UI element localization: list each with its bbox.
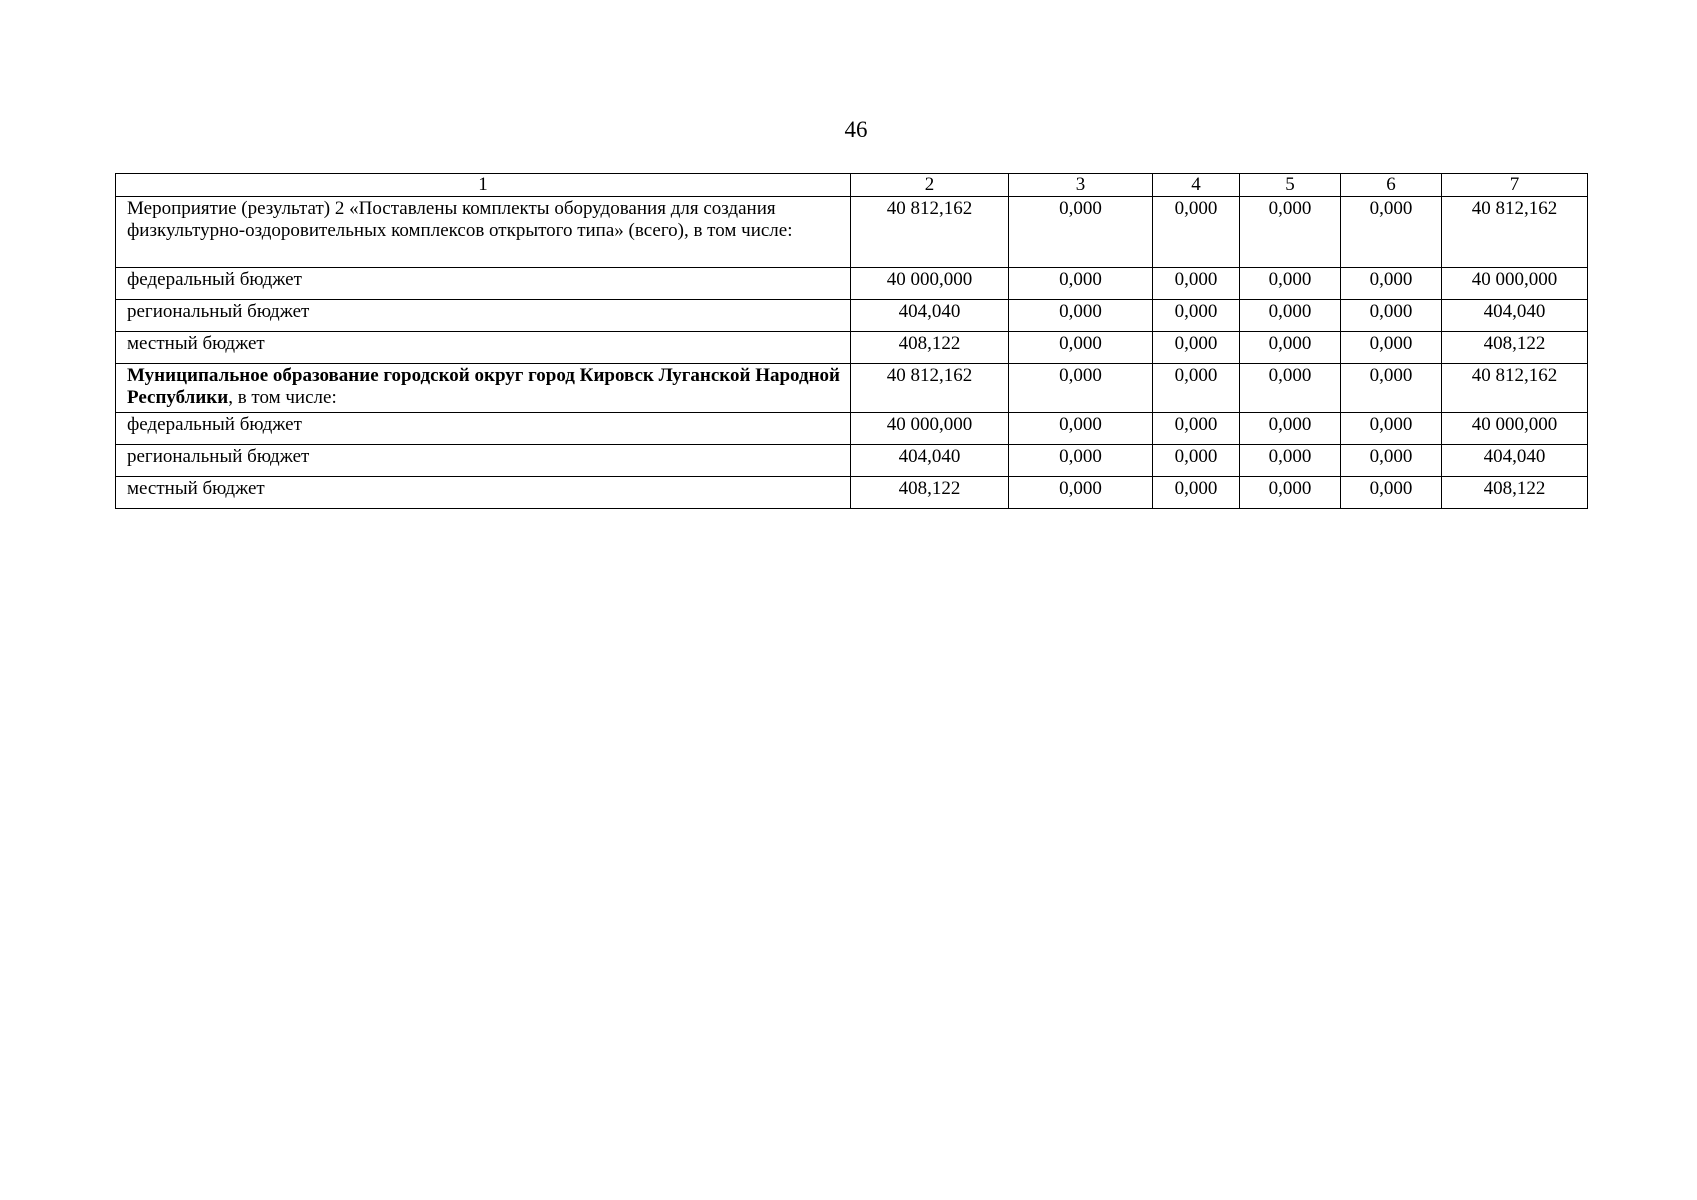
value-cell: 0,000 (1341, 364, 1442, 413)
value-cell: 0,000 (1341, 300, 1442, 332)
column-number-header: 1 (116, 174, 851, 197)
value-cell: 0,000 (1009, 197, 1153, 268)
value-cell: 0,000 (1341, 477, 1442, 509)
table-row (116, 197, 1588, 268)
table-row (116, 364, 1588, 413)
value-cell: 0,000 (1153, 332, 1240, 364)
value-cell: 0,000 (1009, 364, 1153, 413)
row-name-text: , в том числе: (228, 387, 337, 408)
column-number-header: 7 (1442, 174, 1588, 197)
column-number-header: 5 (1240, 174, 1341, 197)
row-name-text: Мероприятие (результат) 2 «Поставлены комплекты оборудования для создания физкультурно-оздоровительных комплексов открытого типа» (всего), в том числе: (127, 198, 793, 241)
value-cell: 0,000 (1009, 300, 1153, 332)
value-cell: 0,000 (1153, 477, 1240, 509)
value-cell: 0,000 (1341, 197, 1442, 268)
value-cell: 0,000 (1153, 364, 1240, 413)
value-cell: 40 000,000 (1442, 413, 1588, 445)
value-cell: 0,000 (1240, 300, 1341, 332)
table-row (116, 413, 1588, 445)
column-number-header: 4 (1153, 174, 1240, 197)
table-row (116, 477, 1588, 509)
value-cell: 40 000,000 (851, 413, 1009, 445)
row-name-text: местный бюджет (127, 333, 265, 354)
row-name-cell (116, 413, 851, 445)
value-cell: 408,122 (1442, 332, 1588, 364)
row-name-cell (116, 477, 851, 509)
column-number-header: 6 (1341, 174, 1442, 197)
value-cell: 40 812,162 (1442, 364, 1588, 413)
value-cell: 404,040 (1442, 300, 1588, 332)
row-name-cell (116, 300, 851, 332)
value-cell: 0,000 (1240, 332, 1341, 364)
value-cell: 408,122 (851, 332, 1009, 364)
value-cell: 40 000,000 (1442, 268, 1588, 300)
value-cell: 0,000 (1009, 445, 1153, 477)
value-cell: 408,122 (1442, 477, 1588, 509)
value-cell: 0,000 (1341, 413, 1442, 445)
value-cell: 0,000 (1240, 197, 1341, 268)
value-cell: 0,000 (1153, 268, 1240, 300)
value-cell: 40 812,162 (1442, 197, 1588, 268)
value-cell: 0,000 (1240, 477, 1341, 509)
value-cell: 0,000 (1240, 364, 1341, 413)
row-name-text: местный бюджет (127, 478, 265, 499)
row-name-cell (116, 364, 851, 413)
value-cell: 404,040 (851, 445, 1009, 477)
value-cell: 40 812,162 (851, 197, 1009, 268)
row-name-text: федеральный бюджет (127, 269, 302, 290)
row-name-cell (116, 445, 851, 477)
table-row (116, 445, 1588, 477)
row-name-cell (116, 268, 851, 300)
value-cell: 0,000 (1240, 413, 1341, 445)
value-cell: 408,122 (851, 477, 1009, 509)
value-cell: 0,000 (1009, 332, 1153, 364)
row-name-text: региональный бюджет (127, 446, 310, 467)
table-row (116, 300, 1588, 332)
value-cell: 0,000 (1240, 445, 1341, 477)
value-cell: 0,000 (1153, 413, 1240, 445)
value-cell: 0,000 (1341, 332, 1442, 364)
value-cell: 404,040 (1442, 445, 1588, 477)
value-cell: 40 000,000 (851, 268, 1009, 300)
column-number-header: 2 (851, 174, 1009, 197)
value-cell: 0,000 (1240, 268, 1341, 300)
value-cell: 0,000 (1153, 197, 1240, 268)
row-name-cell (116, 332, 851, 364)
table-row (116, 332, 1588, 364)
row-name-text: федеральный бюджет (127, 414, 302, 435)
column-number-header: 3 (1009, 174, 1153, 197)
row-name-text: региональный бюджет (127, 301, 310, 322)
row-name-bold: Муниципальное образование городской округ город Кировск Луганской Народной Республики (127, 365, 841, 408)
value-cell: 0,000 (1009, 413, 1153, 445)
page-number: 46 (844, 117, 868, 142)
budget-table (115, 173, 1588, 509)
value-cell: 0,000 (1009, 477, 1153, 509)
table-header-row (116, 174, 1588, 197)
value-cell: 0,000 (1153, 445, 1240, 477)
value-cell: 404,040 (851, 300, 1009, 332)
value-cell: 40 812,162 (851, 364, 1009, 413)
value-cell: 0,000 (1009, 268, 1153, 300)
table-row (116, 268, 1588, 300)
row-name-cell (116, 197, 851, 268)
value-cell: 0,000 (1341, 445, 1442, 477)
value-cell: 0,000 (1341, 268, 1442, 300)
value-cell: 0,000 (1153, 300, 1240, 332)
